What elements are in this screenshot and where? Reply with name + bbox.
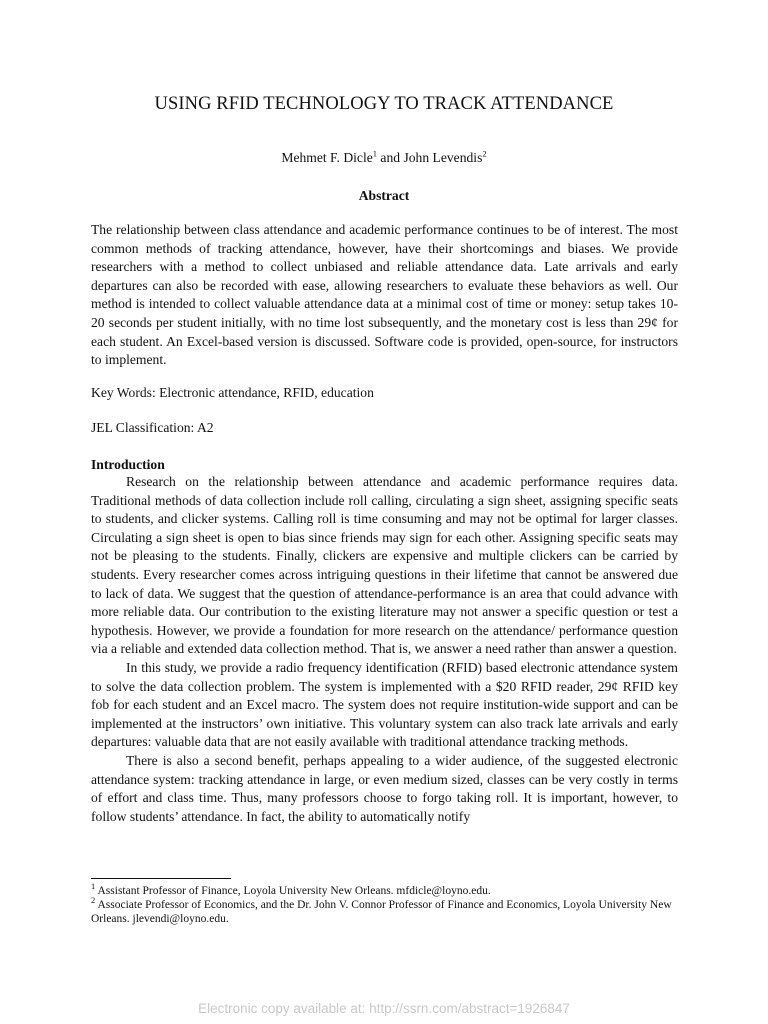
ssrn-watermark: Electronic copy available at: http://ssrn.com/abstract=1926847 [198, 1001, 570, 1016]
footnotes [91, 881, 678, 926]
author-1-name: Mehmet F. Dicle [281, 150, 373, 165]
author-2-footnote-mark: 2 [482, 148, 487, 159]
author-line [0, 150, 768, 166]
author-2-name: John Levendis [403, 150, 483, 165]
keywords-line: Key Words: Electronic attendance, RFID, education [91, 385, 374, 400]
introduction-paragraph-3: There is also a second benefit, perhaps appealing to a wider audience, of the suggested electronic attendance system: tracking attendance in large, or even medium sized, classes can be very costly in terms of effort and class time. Thus, many professors choose to forgo taking roll. It is important, however, to follow students’ attendance. In fact, the ability to automatically notify [91, 752, 678, 824]
introduction-body [91, 473, 678, 826]
author-1-footnote-mark: 1 [372, 148, 378, 159]
paper-title: USING RFID TECHNOLOGY TO TRACK ATTENDANCE [154, 94, 614, 114]
abstract-text: The relationship between class attendance and academic performance continues to be of interest. The most common methods of tracking attendance, however, have their shortcomings and biases. We provide researchers with a method to collect unbiased and reliable attendance data. Late arrivals and early departures can also be recorded with ease, allowing researchers to evaluate these behaviors as well. Our method is intended to collect valuable attendance data at a minimal cost of time or money: setup takes 10-20 seconds per student initially, with no time lost subsequently, and the monetary cost is less than 29¢ for each student. An Excel-based version is discussed. Software code is provided, open-source, for instructors to implement. [91, 222, 678, 368]
footnote-2-text: Associate Professor of Economics, and the Dr. John V. Connor Professor of Finance and Economics, Loyola University New Orleans. jlevendi@loyno.edu. [91, 899, 672, 925]
jel-classification: JEL Classification: A2 [91, 420, 214, 435]
footnote-separator [91, 878, 231, 879]
introduction-heading: Introduction [91, 457, 165, 472]
footnote-1-text: Assistant Professor of Finance, Loyola University New Orleans. mfdicle@loyno.edu. [95, 885, 491, 897]
introduction-paragraph-2: In this study, we provide a radio frequency identification (RFID) based electronic attendance system to solve the data collection problem. The system is implemented with a $20 RFID reader, 29¢ RFID key fob for each student and an Excel macro. The system does not require institution-wide support and can be implemented at the instructors’ own initiative. This voluntary system can also track late arrivals and early departures: valuable data that are not easily available with traditional attendance tracking methods. [91, 659, 678, 750]
footnote-2 [91, 895, 678, 926]
footnote-1-mark: 1 [91, 881, 96, 892]
footnote-1 [91, 881, 678, 898]
abstract-heading: Abstract [358, 188, 410, 203]
author-connector: and [377, 150, 404, 165]
footnote-2-mark: 2 [91, 895, 96, 906]
introduction-paragraph-1: Research on the relationship between attendance and academic performance requires data. Traditional methods of data collection include roll calling, circulating a sign sheet, assigning specific seats to students, and clicker systems. Calling roll is time consuming and may not be optimal for larger classes. Circulating a sign sheet is open to bias since friends may sign for each other. Assigning specific seats may not be pleasing to the students. Finally, clickers are expensive and multiple clickers can be carried by students. Every researcher comes across intriguing questions in their lifetime that cannot be answered due to lack of data. We suggest that the question of attendance-performance is an area that could advance with more reliable data. Our contribution to the existing literature may not answer a specific question or test a hypothesis. However, we provide a foundation for more research on the attendance/ performance question via a reliable and extended data collection method. That is, we answer a need rather than answer a question. [91, 474, 678, 657]
